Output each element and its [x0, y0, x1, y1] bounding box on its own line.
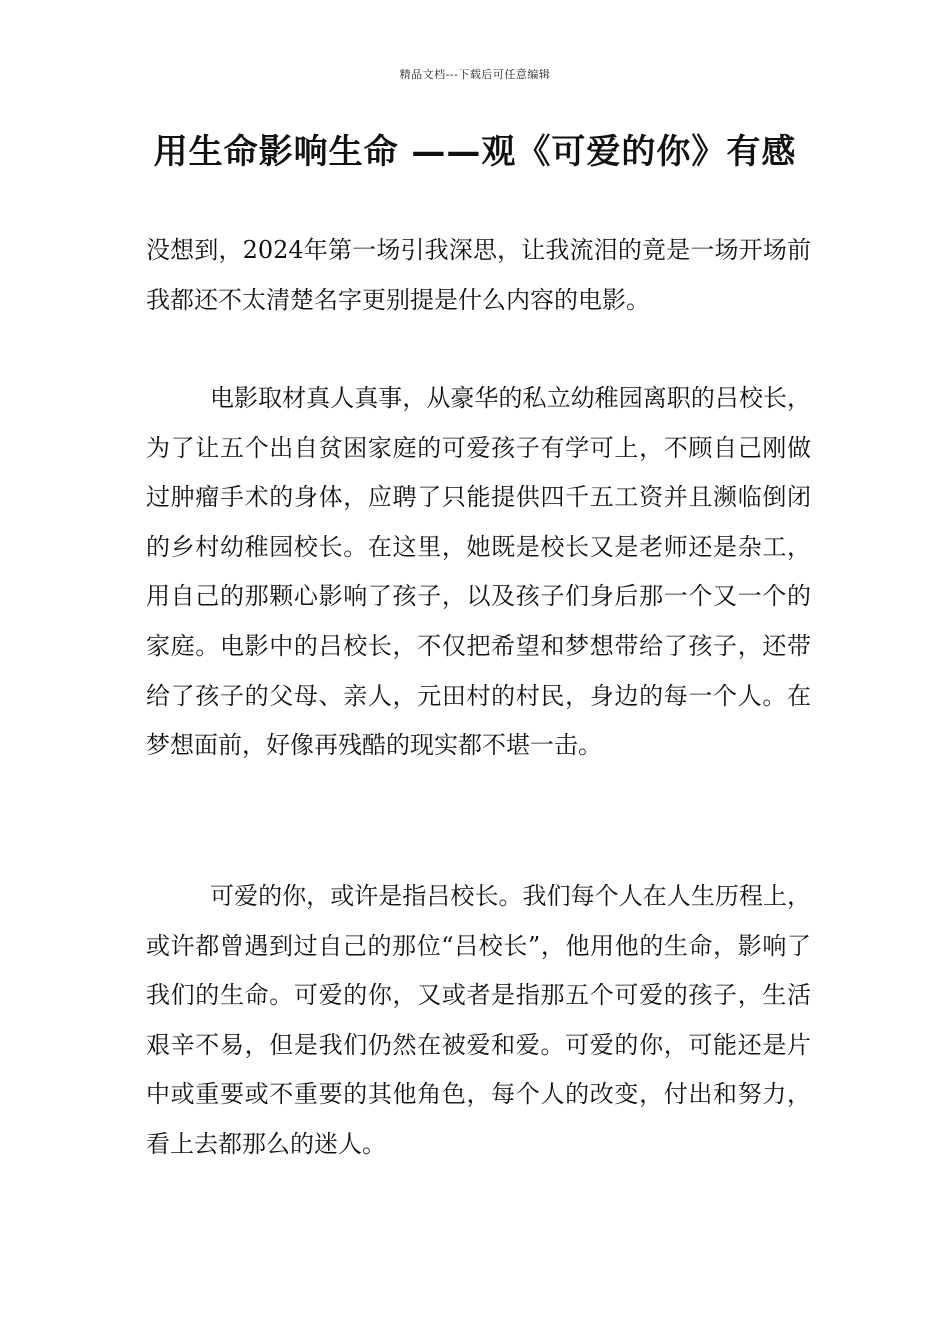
- paragraph-1: 没想到，2024年第一场引我深思，让我流泪的竟是一场开场前我都还不太清楚名字更别提是什么内容的电影。: [146, 236, 811, 314]
- paragraph-3: 可爱的你，或许是指吕校长。我们每个人在人生历程上，或许都曾遇到过自己的那位“吕校长”，他用他的生命，影响了我们的生命。可爱的你，又或者是指那五个可爱的孩子，生活艰辛不易，但是我们仍然在被爱和爱。可爱的你，可能还是片中或重要或不重要的其他角色，每个人的改变，付出和努力，看上去都那么的迷人。: [146, 882, 811, 1158]
- document-title: 用生命影响生命 ——观《可爱的你》有感: [153, 132, 797, 172]
- paragraph-2: 电影取材真人真事，从豪华的私立幼稚园离职的吕校长，为了让五个出自贫困家庭的可爱孩子有学可上，不顾自己刚做过肿瘤手术的身体，应聘了只能提供四千五工资并且濒临倒闭的乡村幼稚园校长。在这里，她既是校长又是老师还是杂工，用自己的那颗心影响了孩子，以及孩子们身后那一个又一个的家庭。电影中的吕校长，不仅把希望和梦想带给了孩子，还带给了孩子的父母、亲人，元田村的村民，身边的每一个人。在梦想面前，好像再残酷的现实都不堪一击。: [146, 384, 811, 760]
- header-note: 精品文档---下载后可任意编辑: [399, 68, 551, 81]
